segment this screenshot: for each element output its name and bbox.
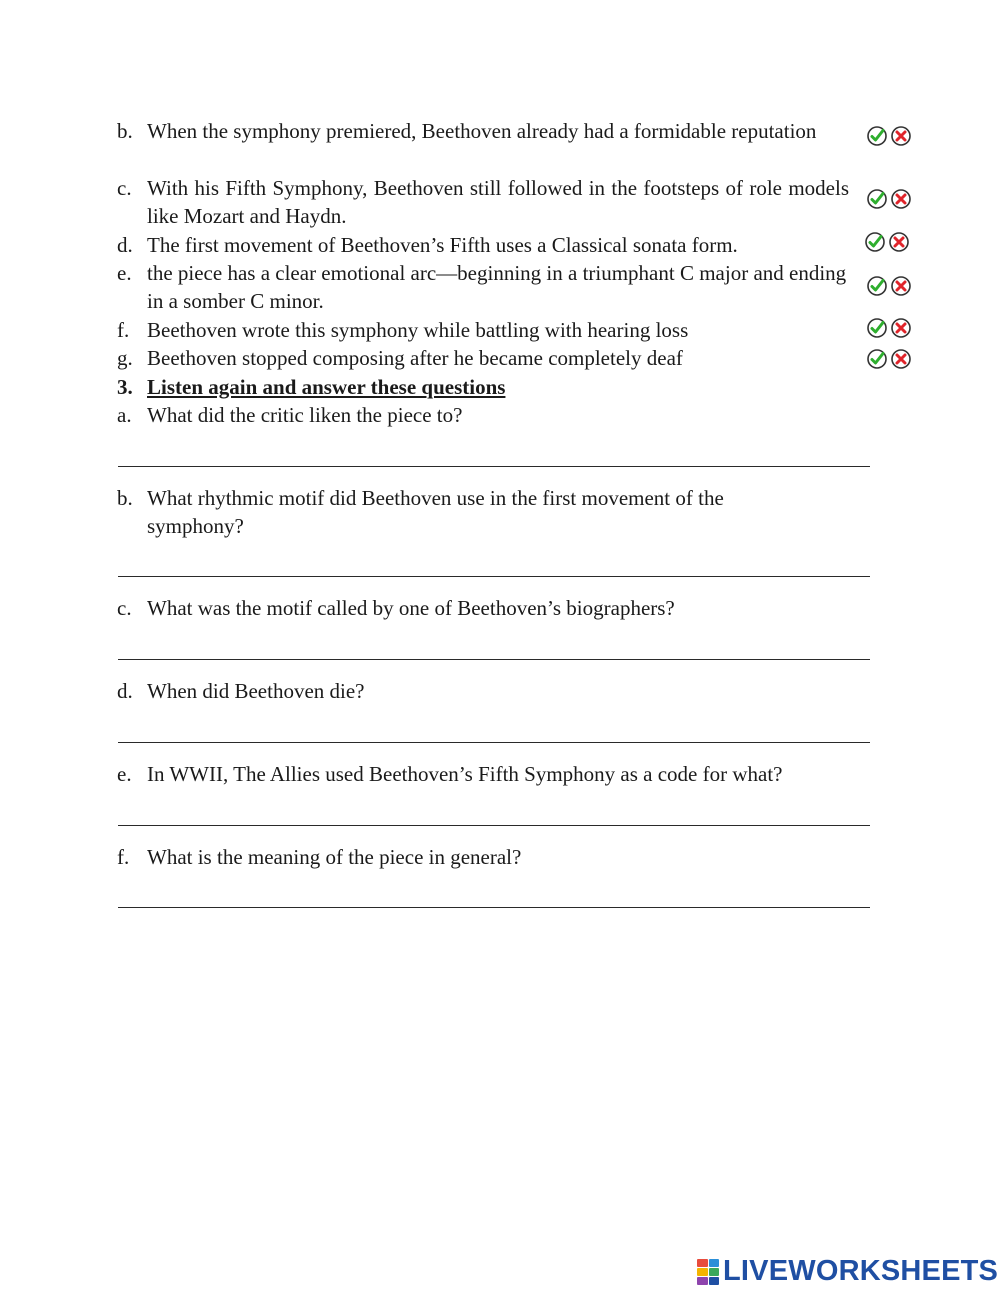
question-letter: c.	[117, 596, 132, 620]
check-circle-icon[interactable]	[866, 188, 888, 210]
answer-line-f[interactable]	[118, 907, 870, 908]
check-circle-icon[interactable]	[866, 125, 888, 147]
question-text: What is the meaning of the piece in general?	[147, 845, 522, 869]
question-letter: b.	[117, 486, 133, 510]
question-text: When did Beethoven die?	[147, 679, 365, 703]
tf-marks-b	[866, 125, 912, 147]
question-a	[117, 401, 817, 429]
item-text: When the symphony premiered, Beethoven already had a formidable reputation	[147, 119, 817, 143]
question-text: In WWII, The Allies used Beethoven’s Fifth Symphony as a code for what?	[147, 762, 783, 786]
question-text: What rhythmic motif did Beethoven use in the first movement of the symphony?	[147, 486, 724, 538]
answer-line-d[interactable]	[118, 742, 870, 743]
x-circle-icon[interactable]	[890, 188, 912, 210]
answer-line-a[interactable]	[118, 466, 870, 467]
question-d	[117, 677, 817, 705]
tf-item-c	[117, 174, 917, 230]
check-circle-icon[interactable]	[866, 275, 888, 297]
item-text: With his Fifth Symphony, Beethoven still followed in the footsteps of role models like Mozart and Haydn.	[147, 176, 849, 228]
item-text: Beethoven wrote this symphony while battling with hearing loss	[147, 318, 689, 342]
tf-marks-c	[866, 188, 912, 210]
question-letter: f.	[117, 845, 130, 869]
section-number: 3.	[117, 375, 133, 399]
item-letter: e.	[117, 261, 132, 285]
question-letter: e.	[117, 762, 132, 786]
x-circle-icon[interactable]	[888, 231, 910, 253]
item-letter: b.	[117, 119, 133, 143]
tf-item-e	[117, 259, 917, 315]
tf-item-b	[117, 117, 917, 145]
question-letter: d.	[117, 679, 133, 703]
check-circle-icon[interactable]	[866, 317, 888, 339]
item-text: the piece has a clear emotional arc—beginning in a triumphant C major and ending in a somber C minor.	[147, 261, 847, 313]
item-text: The first movement of Beethoven’s Fifth uses a Classical sonata form.	[147, 233, 738, 257]
question-c	[117, 594, 817, 622]
question-letter: a.	[117, 403, 132, 427]
x-circle-icon[interactable]	[890, 125, 912, 147]
tf-item-f	[117, 316, 917, 344]
answer-line-c[interactable]	[118, 659, 870, 660]
liveworksheets-brand	[697, 1255, 998, 1288]
item-letter: c.	[117, 176, 132, 200]
liveworksheets-logo-icon	[697, 1259, 719, 1285]
check-circle-icon[interactable]	[866, 348, 888, 370]
tf-marks-e	[866, 275, 912, 297]
section-heading	[117, 373, 505, 401]
brand-name: LIVEWORKSHEETS	[723, 1255, 999, 1287]
x-circle-icon[interactable]	[890, 275, 912, 297]
section-title: Listen again and answer these questions	[147, 375, 506, 399]
tf-item-g	[117, 344, 917, 372]
item-letter: d.	[117, 233, 133, 257]
item-letter: f.	[117, 318, 130, 342]
tf-marks-f	[866, 317, 912, 339]
item-letter: g.	[117, 346, 133, 370]
x-circle-icon[interactable]	[890, 317, 912, 339]
question-text: What did the critic liken the piece to?	[147, 403, 463, 427]
answer-line-e[interactable]	[118, 825, 870, 826]
item-text: Beethoven stopped composing after he became completely deaf	[147, 346, 683, 370]
tf-marks-d	[864, 231, 910, 253]
tf-item-d	[117, 231, 917, 259]
tf-marks-g	[866, 348, 912, 370]
question-b	[117, 484, 817, 540]
check-circle-icon[interactable]	[864, 231, 886, 253]
x-circle-icon[interactable]	[890, 348, 912, 370]
question-text: What was the motif called by one of Beethoven’s biographers?	[147, 596, 675, 620]
question-e	[117, 760, 857, 788]
answer-line-b[interactable]	[118, 576, 870, 577]
question-f	[117, 843, 817, 871]
